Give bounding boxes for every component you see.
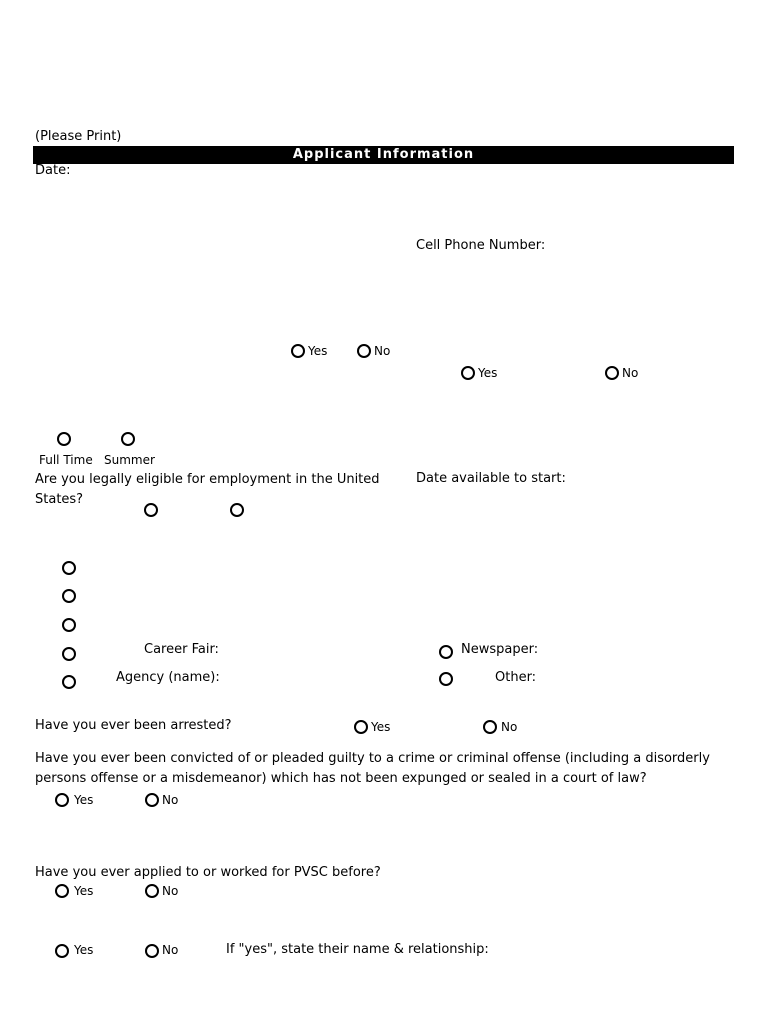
pvsc-question: Have you ever applied to or worked for PVSC before? (35, 865, 381, 880)
please-print-note: (Please Print) (35, 129, 122, 144)
radio-arrested-no-label: No (501, 720, 518, 734)
date-label: Date: (35, 163, 71, 178)
agency-label: Agency (name): (116, 670, 220, 685)
radio-pvsc-no[interactable] (145, 884, 159, 898)
radio-arrested-yes-label: Yes (371, 720, 391, 734)
radio-convicted-yes[interactable] (55, 793, 69, 807)
radio-arrested-yes[interactable] (354, 720, 368, 734)
arrested-question: Have you ever been arrested? (35, 718, 232, 733)
radio-yes-1-label: Yes (308, 344, 328, 358)
radio-eligible-yes[interactable] (144, 503, 158, 517)
radio-source-3[interactable] (62, 618, 76, 632)
cell-phone-label: Cell Phone Number: (416, 238, 546, 253)
radio-full-time[interactable] (57, 432, 71, 446)
radio-yes-2-label: Yes (478, 366, 498, 380)
eligible-question: Are you legally eligible for employment in the United States? (35, 472, 380, 507)
radio-career-fair[interactable] (62, 647, 76, 661)
radio-eligible-no[interactable] (230, 503, 244, 517)
radio-summer[interactable] (121, 432, 135, 446)
relative-instruction: If "yes", state their name & relationship: (226, 942, 489, 957)
radio-relative-yes-label: Yes (74, 943, 94, 957)
radio-pvsc-yes-label: Yes (74, 884, 94, 898)
other-label: Other: (495, 670, 537, 685)
full-time-label: Full Time (39, 453, 93, 467)
radio-arrested-no[interactable] (483, 720, 497, 734)
radio-yes-1[interactable] (291, 344, 305, 358)
radio-convicted-no-label: No (162, 793, 179, 807)
radio-newspaper[interactable] (439, 645, 453, 659)
radio-pvsc-no-label: No (162, 884, 179, 898)
radio-convicted-no[interactable] (145, 793, 159, 807)
radio-source-1[interactable] (62, 561, 76, 575)
radio-no-2-label: No (622, 366, 639, 380)
section-header-applicant-information: Applicant Information (33, 146, 734, 164)
radio-no-1-label: No (374, 344, 391, 358)
radio-source-2[interactable] (62, 589, 76, 603)
radio-pvsc-yes[interactable] (55, 884, 69, 898)
radio-convicted-yes-label: Yes (74, 793, 94, 807)
career-fair-label: Career Fair: (144, 642, 219, 657)
convicted-question: Have you ever been convicted of or pleaded guilty to a crime or criminal offense (including a disorderly persons offense or a misdemeanor) which has not been expunged or sealed in a court of law? (35, 751, 710, 786)
radio-other[interactable] (439, 672, 453, 686)
summer-label: Summer (104, 453, 155, 467)
radio-no-2[interactable] (605, 366, 619, 380)
radio-relative-no-label: No (162, 943, 179, 957)
radio-no-1[interactable] (357, 344, 371, 358)
newspaper-label: Newspaper: (461, 642, 539, 657)
radio-relative-yes[interactable] (55, 944, 69, 958)
date-available-label: Date available to start: (416, 471, 566, 486)
radio-agency[interactable] (62, 675, 76, 689)
radio-relative-no[interactable] (145, 944, 159, 958)
radio-yes-2[interactable] (461, 366, 475, 380)
